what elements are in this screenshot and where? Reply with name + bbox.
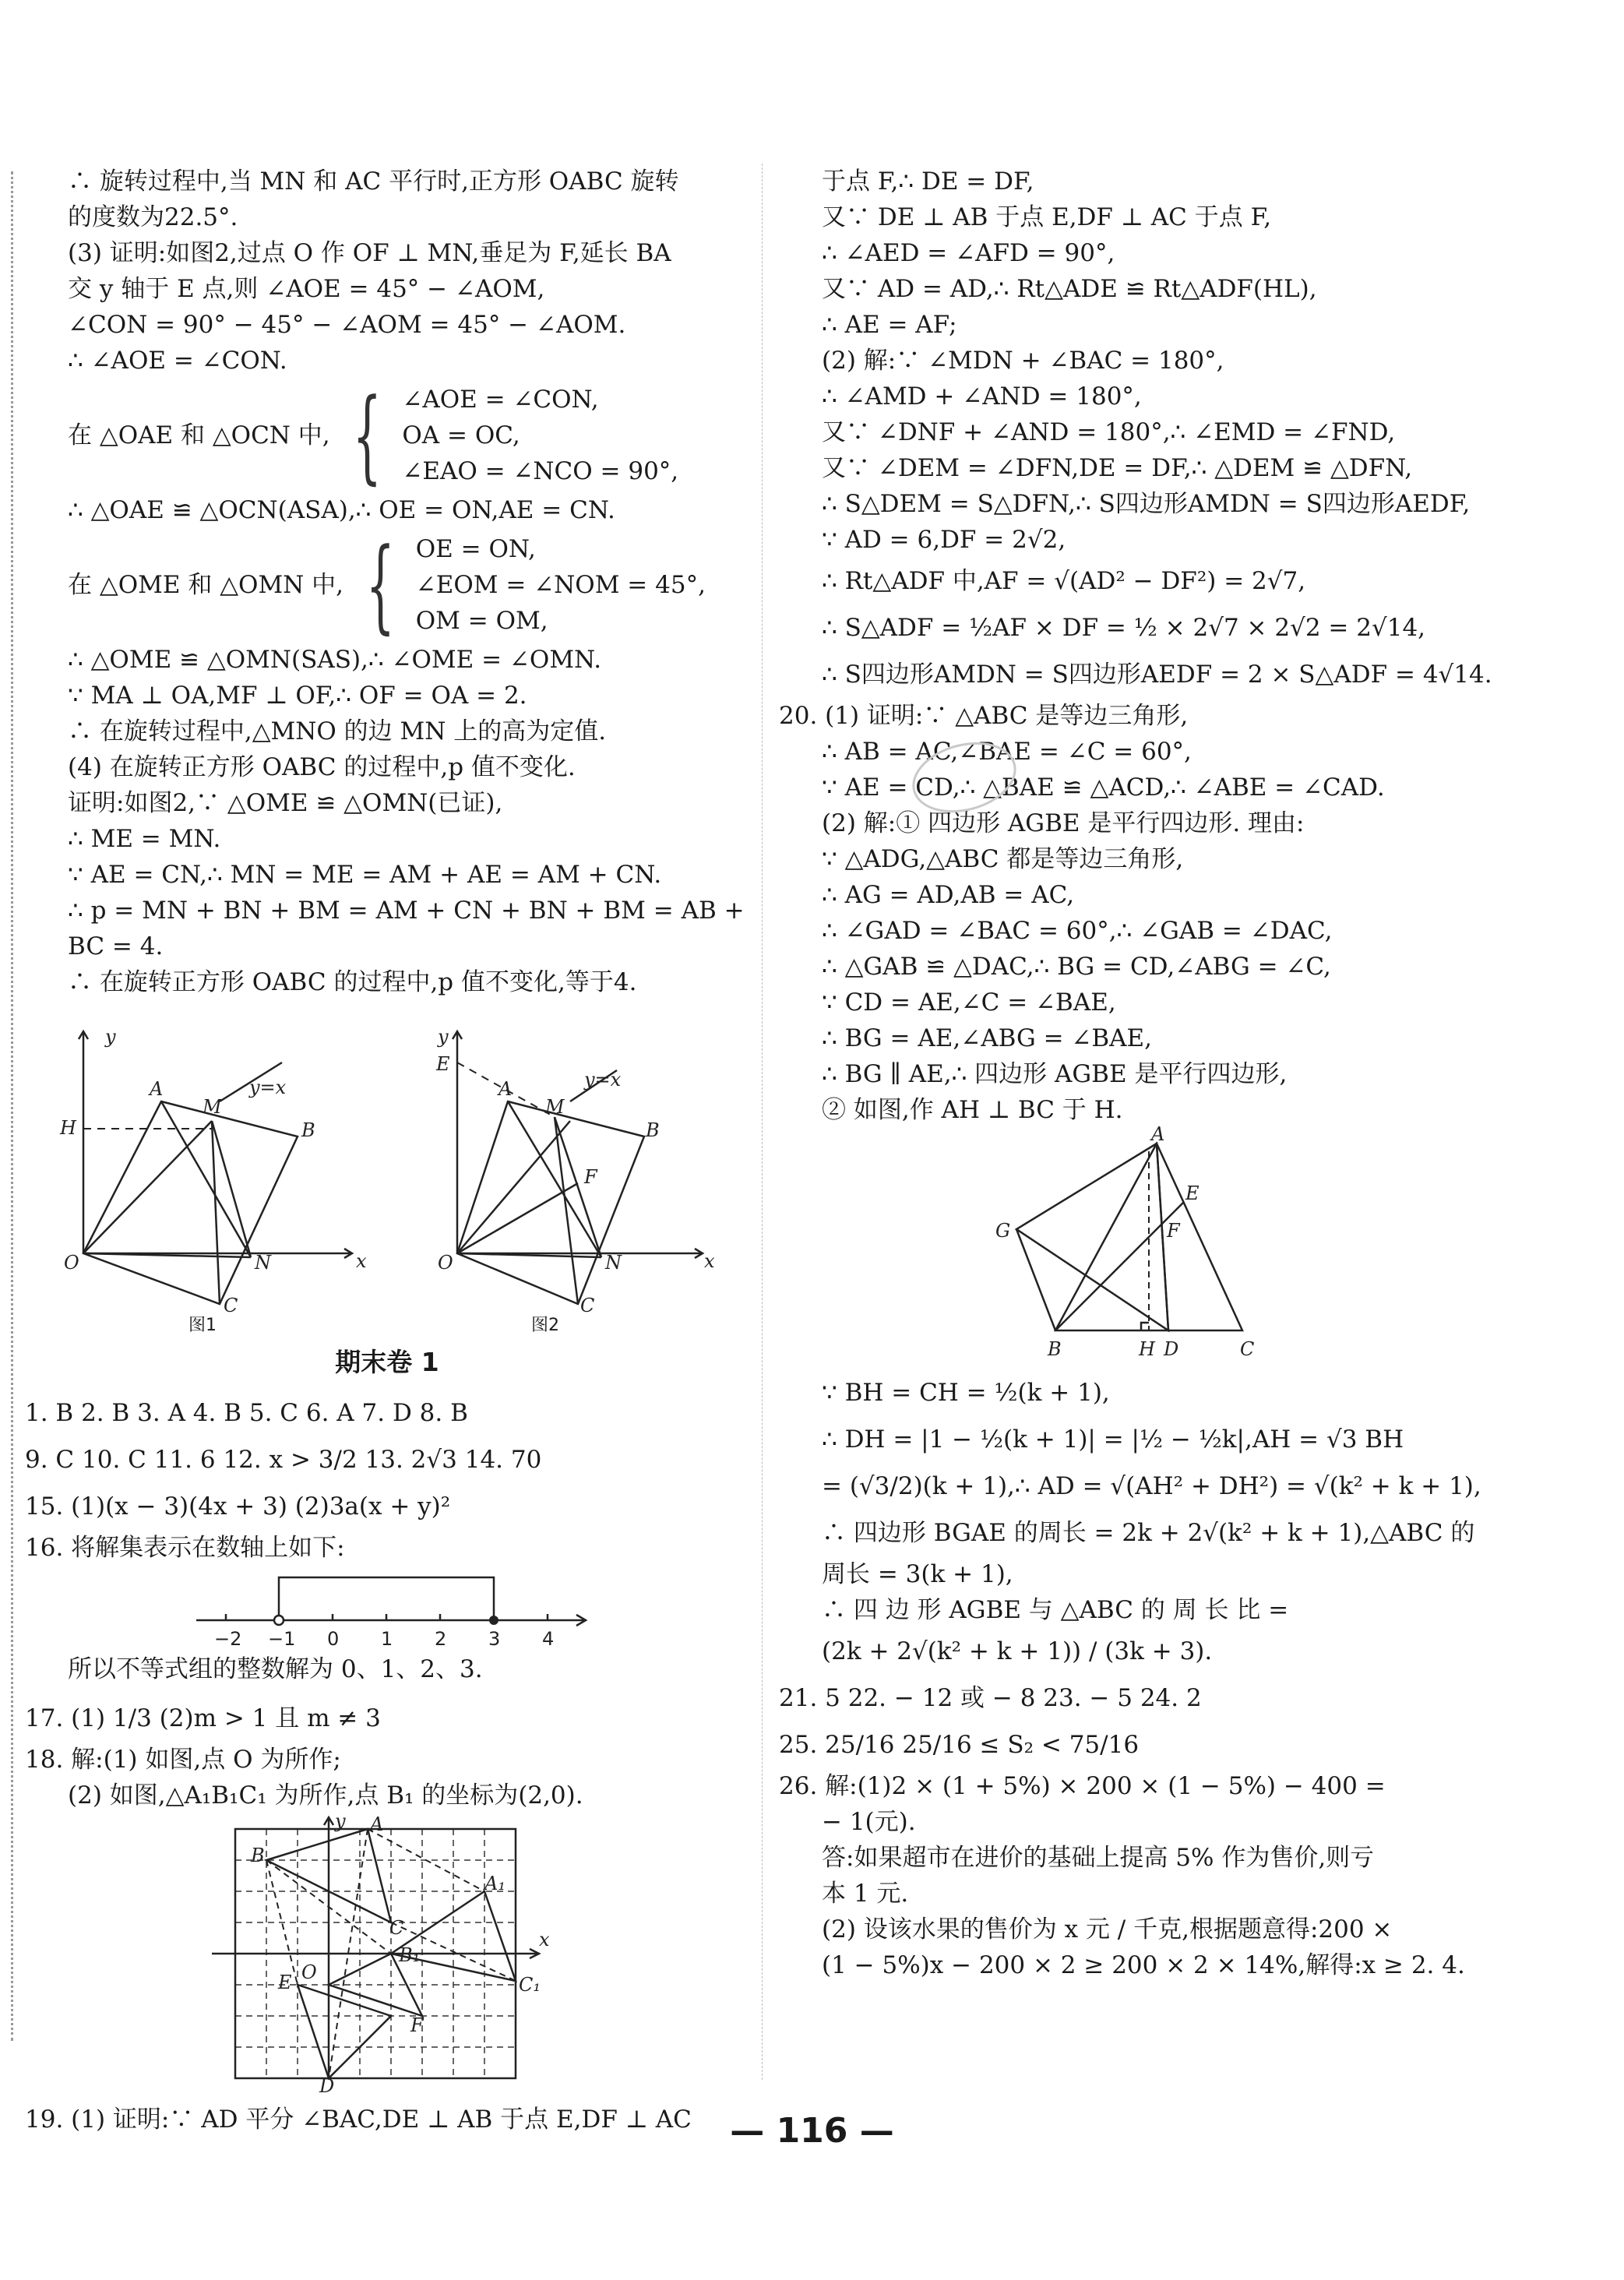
answer-line: 所以不等式组的整数解为 0、1、2、3. [68,1655,483,1683]
axis-label-x: x [539,1929,550,1951]
axis-label-x: x [704,1250,715,1272]
point-label-B1: B₁ [399,1944,421,1966]
text-line: ∴ AE = AF; [822,311,957,339]
point-label-F: F [584,1166,597,1188]
answer-line: 19. (1) 证明:∵ AD 平分 ∠BAC,DE ⊥ AB 于点 E,DF ⊥ AC [25,2106,692,2134]
text-line: ② 如图,作 AH ⊥ BC 于 H. [822,1096,1123,1124]
text-line: (2k + 2√(k² + k + 1)) / (3k + 3). [822,1637,1213,1665]
text-line: 又∵ AD = AD,∴ Rt△ADE ≌ Rt△ADF(HL), [822,275,1317,303]
line-label-y-eq-x: y=x [249,1077,287,1098]
answer-line: 9. C 10. C 11. 6 12. x > 3/2 13. 2√3 14. 70 [25,1446,542,1474]
text-line: 周长 = 3(k + 1), [822,1560,1013,1588]
text-line: (3) 证明:如图2,过点 O 作 OF ⊥ MN,垂足为 F,延长 BA [68,239,671,267]
text-line: BC = 4. [68,932,164,960]
rotation-figures-svg [25,1000,726,1316]
point-label-F: F [1167,1220,1180,1242]
figure-1-caption: 图1 [188,1316,217,1335]
text-line: ∴ △OAE ≌ △OCN(ASA),∴ OE = ON,AE = CN. [68,496,615,524]
figure-2-caption: 图2 [531,1316,559,1335]
point-label-E: E [278,1972,292,1993]
point-label-E: E [436,1053,450,1075]
text-line: ∵ AD = 6,DF = 2√2, [822,526,1066,554]
point-label-N: N [605,1252,622,1274]
grid-figure-svg [25,1810,726,2097]
point-label-A: A [370,1813,384,1835]
column-divider [762,164,763,2080]
axis-label-y: y [335,1810,346,1832]
axis-label-y: y [105,1026,116,1048]
text-line: ∴ ∠GAD = ∠BAC = 60°,∴ ∠GAB = ∠DAC, [822,917,1333,945]
condition-line: OE = ON, [415,535,536,563]
answer-line: (2) 设该水果的售价为 x 元 / 千克,根据题意得:200 × [822,1915,1393,1943]
text-line: (2) 解:∵ ∠MDN + ∠BAC = 180°, [822,347,1224,375]
answer-line: − 1(元). [822,1808,916,1836]
condition-line: ∠EAO = ∠NCO = 90°, [402,457,679,485]
section-title: 期末卷 1 [335,1347,439,1377]
text-line: ∵ AE = CD,∴ △BAE ≌ △ACD,∴ ∠ABE = ∠CAD. [822,774,1385,802]
text-line: ∴ △GAB ≌ △DAC,∴ BG = CD,∠ABG = ∠C, [822,953,1331,981]
text-line: 又∵ DE ⊥ AB 于点 E,DF ⊥ AC 于点 F, [822,203,1272,231]
text-line: ∴ S△DEM = S△DFN,∴ S四边形AMDN = S四边形AEDF, [822,490,1471,518]
point-label-A: A [150,1078,164,1100]
brace-icon: { [352,376,382,495]
system-prefix: 在 △OAE 和 △OCN 中, [68,421,330,449]
number-line-svg [25,1566,726,1651]
binding-margin-dots [11,171,13,2041]
point-label-A: A [1151,1123,1165,1145]
point-label-N: N [255,1252,271,1274]
svg-text:4: 4 [542,1628,555,1650]
text-line: 交 y 轴于 E 点,则 ∠AOE = 45° − ∠AOM, [68,275,545,303]
answer-line: 16. 将解集表示在数轴上如下: [25,1534,345,1562]
text-line: ∴ S△ADF = ½AF × DF = ½ × 2√7 × 2√2 = 2√14, [822,614,1426,642]
svg-text:0: 0 [327,1628,340,1650]
answer-line: 17. (1) 1/3 (2)m > 1 且 m ≠ 3 [25,1704,381,1732]
text-line: ∴ BG = AE,∠ABG = ∠BAE, [822,1024,1153,1052]
svg-text:1: 1 [381,1628,393,1650]
condition-line: OM = OM, [415,607,548,635]
answer-line: 26. 解:(1)2 × (1 + 5%) × 200 × (1 − 5%) − 400 = [779,1772,1386,1800]
point-label-F: F [410,2014,424,2036]
axis-label-y: y [438,1026,449,1048]
system-of-conditions-1 [25,376,749,495]
text-line: 于点 F,∴ DE = DF, [822,167,1034,196]
point-label-B: B [646,1119,660,1141]
page-number: — 116 — [730,2111,894,2151]
point-label-A1: A₁ [484,1873,506,1894]
answer-line: 答:如果超市在进价的基础上提高 5% 作为售价,则亏 [822,1844,1375,1872]
equilateral-triangle-figure [779,1123,1593,1369]
text-line: ∴ S四边形AMDN = S四边形AEDF = 2 × S△ADF = 4√14. [822,661,1492,689]
point-label-B: B [301,1119,315,1141]
point-label-C: C [580,1295,595,1316]
answer-line: 本 1 元. [822,1880,909,1908]
text-line: ∴ AG = AD,AB = AC, [822,881,1075,909]
point-label-H: H [1139,1338,1155,1360]
svg-text:2: 2 [435,1628,447,1650]
text-line: = (√3/2)(k + 1),∴ AD = √(AH² + DH²) = √(k² + k + 1), [822,1472,1481,1500]
rotation-figures [25,1000,749,1335]
line-label-y-eq-x: y=x [584,1069,622,1091]
brace-icon: { [365,526,396,644]
text-line: ∴ p = MN + BN + BM = AM + CN + BN + BM = AB + [68,897,745,925]
triangle-figure-svg [779,1123,1593,1369]
point-label-M: M [203,1096,222,1118]
text-line: ∵ MA ⊥ OA,MF ⊥ OF,∴ OF = OA = 2. [68,682,527,710]
text-line: ∴ 旋转过程中,当 MN 和 AC 平行时,正方形 OABC 旋转 [68,167,679,196]
point-label-B: B [251,1845,265,1866]
answer-line: 15. (1)(x − 3)(4x + 3) (2)3a(x + y)² [25,1492,451,1521]
text-line: 又∵ ∠DEM = ∠DFN,DE = DF,∴ △DEM ≌ △DFN, [822,454,1413,482]
point-label-D: D [319,2075,335,2097]
text-line: ∵ AE = CN,∴ MN = ME = AM + AE = AM + CN. [68,861,662,889]
text-line: (4) 在旋转正方形 OABC 的过程中,p 值不变化. [68,753,576,781]
point-label-O: O [301,1961,317,1983]
point-label-O: O [64,1252,79,1274]
text-line: ∴ 在旋转过程中,△MNO 的边 MN 上的高为定值. [68,717,607,745]
point-label-C: C [1240,1338,1255,1360]
text-line: ∴ 四 边 形 AGBE 与 △ABC 的 周 长 比 = [822,1596,1289,1624]
text-line: ∴ ∠AED = ∠AFD = 90°, [822,239,1115,267]
text-line: ∴ 四边形 BGAE 的周长 = 2k + 2√(k² + k + 1),△ABC 的 [822,1519,1475,1547]
text-line: 证明:如图2,∵ △OME ≌ △OMN(已证), [68,789,503,817]
svg-text:−2: −2 [214,1628,242,1650]
point-label-H: H [60,1117,76,1139]
axis-label-x: x [356,1250,367,1272]
text-line: (2) 解:① 四边形 AGBE 是平行四边形. 理由: [822,809,1305,837]
system-of-conditions-2 [25,526,749,644]
text-line: ∴ 在旋转正方形 OABC 的过程中,p 值不变化,等于4. [68,968,637,996]
point-label-E: E [1185,1182,1200,1204]
text-line: ∵ CD = AE,∠C = ∠BAE, [822,988,1116,1017]
condition-line: ∠AOE = ∠CON, [402,386,599,414]
text-line: ∠CON = 90° − 45° − ∠AOM = 45° − ∠AOM. [68,311,626,339]
text-line: 20. (1) 证明:∵ △ABC 是等边三角形, [779,702,1189,730]
grid-transformation-figure [25,1810,749,2097]
text-line: ∵ △ADG,△ABC 都是等边三角形, [822,845,1184,873]
right-column [779,164,1593,1983]
point-label-A: A [498,1078,513,1100]
svg-text:−1: −1 [268,1628,296,1650]
point-label-G: G [995,1220,1011,1242]
answer-line: 25. 25/16 25/16 ≤ S₂ < 75/16 [779,1731,1140,1759]
point-label-D: D [1164,1338,1179,1360]
point-label-B: B [1048,1338,1062,1360]
condition-line: OA = OC, [402,421,520,449]
point-label-M: M [545,1096,565,1118]
point-label-O: O [438,1252,453,1274]
text-line: ∴ ∠AMD + ∠AND = 180°, [822,382,1142,411]
text-line: ∴ DH = |1 − ½(k + 1)| = |½ − ½k|,AH = √3 BH [822,1425,1404,1454]
text-line: ∴ △OME ≌ △OMN(SAS),∴ ∠OME = ∠OMN. [68,646,602,674]
answer-line: 18. 解:(1) 如图,点 O 为所作; [25,1746,341,1774]
answer-line: (1 − 5%)x − 200 × 2 ≥ 200 × 2 × 14%,解得:x ≥ 2. 4. [822,1951,1465,1979]
left-column [25,164,749,2137]
text-line: ∴ AB = AC,∠BAE = ∠C = 60°, [822,738,1192,766]
system-prefix: 在 △OME 和 △OMN 中, [68,571,344,599]
answer-line: 1. B 2. B 3. A 4. B 5. C 6. A 7. D 8. B [25,1399,468,1427]
text-line: ∴ Rt△ADF 中,AF = √(AD² − DF²) = 2√7, [822,567,1306,595]
point-label-C: C [224,1295,238,1316]
text-line: ∵ BH = CH = ½(k + 1), [822,1379,1110,1407]
point-label-C1: C₁ [519,1974,541,1996]
text-line: ∴ ME = MN. [68,825,221,853]
text-line: ∴ BG ∥ AE,∴ 四边形 AGBE 是平行四边形, [822,1060,1288,1088]
condition-line: ∠EOM = ∠NOM = 45°, [415,571,706,599]
text-line: ∴ ∠AOE = ∠CON. [68,347,287,375]
text-line: 的度数为22.5°. [68,203,238,231]
answer-line: 21. 5 22. − 12 或 − 8 23. − 5 24. 2 [779,1684,1202,1712]
point-label-C: C [389,1917,404,1939]
answer-line: (2) 如图,△A₁B₁C₁ 为所作,点 B₁ 的坐标为(2,0). [68,1781,583,1810]
svg-text:3: 3 [488,1628,501,1650]
text-line: 又∵ ∠DNF + ∠AND = 180°,∴ ∠EMD = ∠FND, [822,418,1396,446]
number-line-figure [25,1566,749,1651]
